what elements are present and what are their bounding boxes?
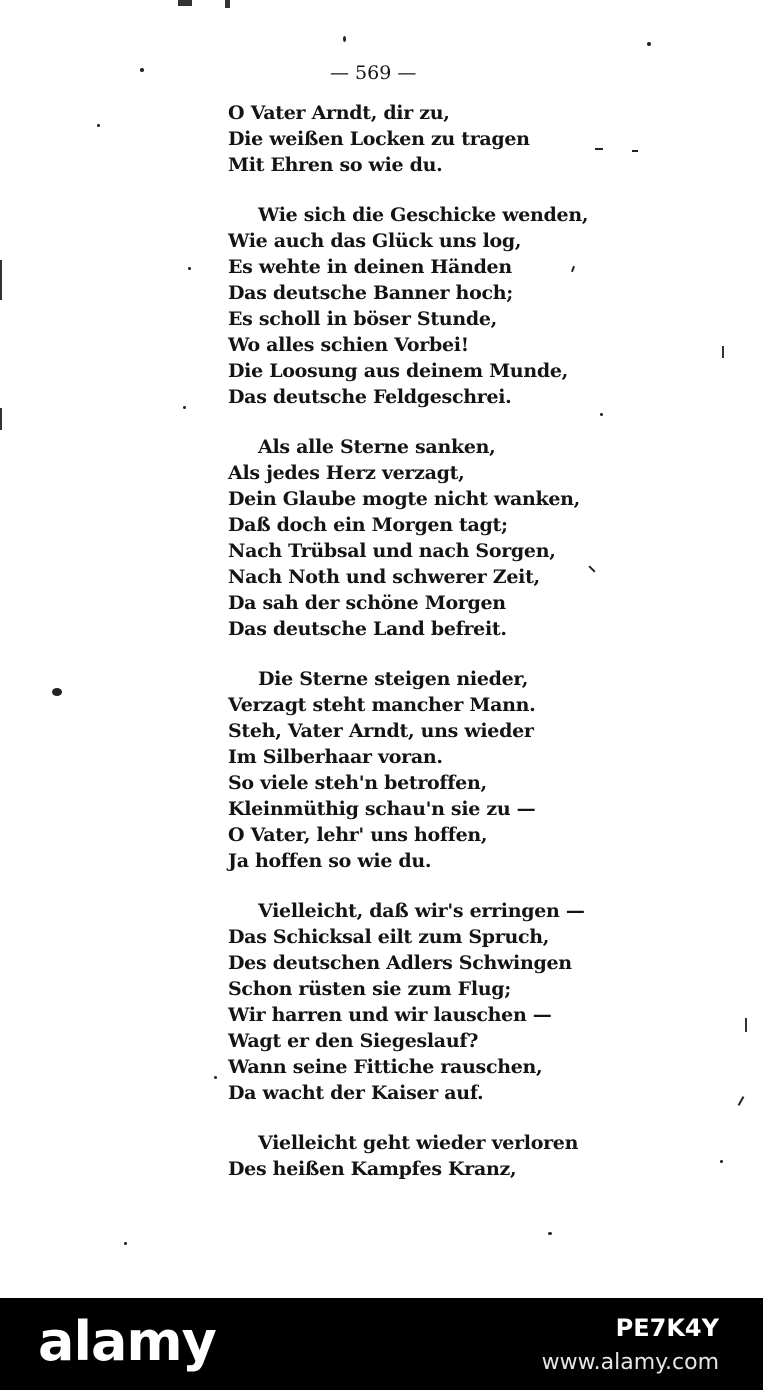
page-edge-mark: [178, 0, 192, 6]
poem-line: Kleinmüthig schau'n sie zu —: [228, 798, 536, 820]
poem-line: Steh, Vater Arndt, uns wieder: [228, 720, 534, 742]
stanza-gap: [228, 410, 548, 434]
scan-speck: [600, 413, 603, 416]
scan-speck: [632, 150, 638, 152]
scan-speck: [588, 565, 595, 572]
poem-line: Schon rüsten sie zum Flug;: [228, 978, 511, 1000]
scan-speck: [124, 1242, 127, 1245]
poem-line: Nach Trübsal und nach Sorgen,: [228, 540, 556, 562]
poem-line: Es wehte in deinen Händen: [228, 256, 512, 278]
watermark-banner: [0, 1298, 763, 1390]
poem-line: Die Sterne steigen nieder,: [258, 668, 529, 690]
poem-line: Da sah der schöne Morgen: [228, 592, 506, 614]
poem-line: Verzagt steht mancher Mann.: [228, 694, 536, 716]
poem-line: Vielleicht, daß wir's erringen —: [258, 900, 585, 922]
scan-speck: [188, 267, 191, 270]
scan-speck: [214, 1076, 217, 1079]
site-url: www.alamy.com: [541, 1350, 719, 1375]
poem-line: So viele steh'n betroffen,: [228, 772, 487, 794]
poem-line: Dein Glaube mogte nicht wanken,: [228, 488, 580, 510]
poem-line: Vielleicht geht wieder verloren: [258, 1132, 579, 1154]
scan-speck: [97, 124, 100, 127]
poem-line: Als jedes Herz verzagt,: [228, 462, 465, 484]
stanza-gap: [228, 642, 548, 666]
poem-line: Wir harren und wir lauschen —: [228, 1004, 552, 1026]
alamy-logo: alamy: [38, 1310, 216, 1373]
scan-speck: [548, 1232, 552, 1235]
poem-line: O Vater Arndt, dir zu,: [228, 102, 450, 124]
stanza-gap: [228, 1106, 548, 1130]
scan-speck: [738, 1096, 745, 1106]
poem-line: Des heißen Kampfes Kranz,: [228, 1158, 517, 1180]
poem-line: Des deutschen Adlers Schwingen: [228, 952, 572, 974]
poem-line: Es scholl in böser Stunde,: [228, 308, 497, 330]
poem-line: Mit Ehren so wie du.: [228, 154, 443, 176]
scan-speck: [52, 688, 62, 696]
poem-line: O Vater, lehr' uns hoffen,: [228, 824, 488, 846]
page-number: — 569 —: [330, 62, 417, 84]
page-edge-mark: [745, 1018, 747, 1032]
page-edge-mark: [722, 346, 724, 358]
scan-speck: [647, 42, 651, 46]
poem-line: Das deutsche Feldgeschrei.: [228, 386, 512, 408]
poem-line: Daß doch ein Morgen tagt;: [228, 514, 508, 536]
poem-line: Wie auch das Glück uns log,: [228, 230, 522, 252]
poem-line: Die Loosung aus deinem Munde,: [228, 360, 568, 382]
poem-line: Wann seine Fittiche rauschen,: [228, 1056, 543, 1078]
page-edge-mark: [225, 0, 230, 8]
poem-line: Nach Noth und schwerer Zeit,: [228, 566, 540, 588]
page-edge-mark: [0, 408, 2, 430]
page-edge-mark: [0, 260, 2, 300]
stanza-gap: [228, 874, 548, 898]
scan-speck: [595, 148, 603, 150]
scan-speck: [140, 68, 144, 72]
scan-speck: [720, 1160, 723, 1163]
image-id: PE7K4Y: [615, 1314, 719, 1342]
poem-line: Da wacht der Kaiser auf.: [228, 1082, 484, 1104]
stanza-gap: [228, 178, 548, 202]
poem-line: Das deutsche Land befreit.: [228, 618, 507, 640]
poem-line: Als alle Sterne sanken,: [258, 436, 496, 458]
poem-line: Ja hoffen so wie du.: [228, 850, 432, 872]
poem-line: Das deutsche Banner hoch;: [228, 282, 513, 304]
poem-line: Die weißen Locken zu tragen: [228, 128, 530, 150]
poem-line: Das Schicksal eilt zum Spruch,: [228, 926, 550, 948]
poem-line: Im Silberhaar voran.: [228, 746, 443, 768]
poem-line: Wagt er den Siegeslauf?: [228, 1030, 479, 1052]
scan-speck: [343, 36, 346, 42]
poem-body: [228, 100, 589, 1182]
scan-speck: [571, 266, 575, 272]
scan-speck: [183, 406, 186, 409]
poem-line: Wie sich die Geschicke wenden,: [258, 204, 589, 226]
poem-line: Wo alles schien Vorbei!: [228, 334, 469, 356]
